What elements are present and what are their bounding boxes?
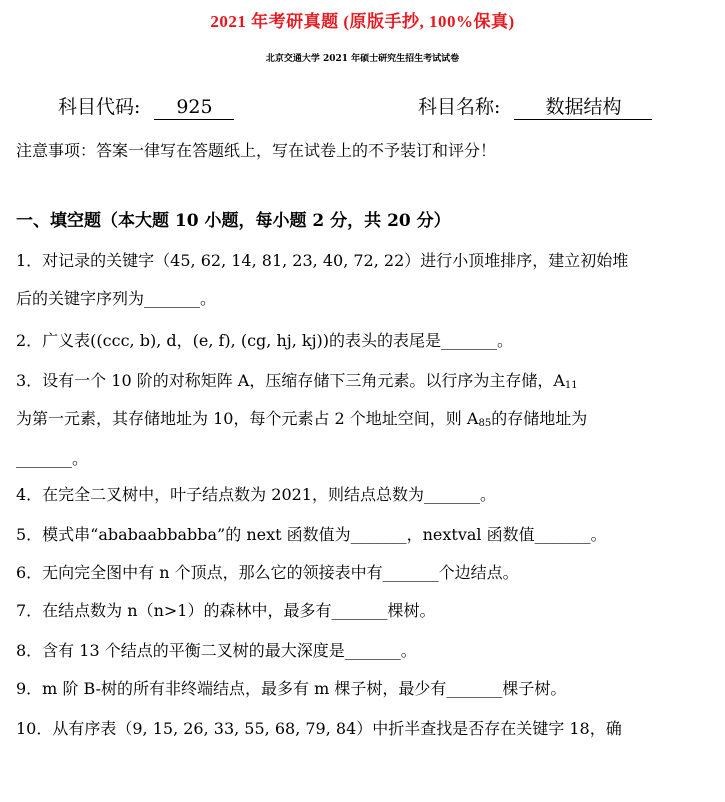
question-3-text-b: 的存储地址为 [491,409,588,428]
question-9: 9．m 阶 B-树的所有非终端结点，最多有 m 棵子树，最少有_______棵子树。 [16,679,567,698]
question-6: 6．无向完全图中有 n 个顶点，那么它的领接表中有_______个边结点。 [16,563,519,582]
subject-name [418,92,652,122]
exam-title: 北京交通大学 2021 年硕士研究生招生考试试卷 [265,54,460,64]
subscript-11: 11 [564,380,578,391]
question-1-line-2: 后的关键字序列为_______。 [16,289,217,308]
question-3-line-2 [16,404,587,434]
promo-banner: 2021 年考研真题 (原版手抄, 100%保真) [210,12,515,31]
subscript-85: 85 [478,418,492,429]
question-5: 5．模式串“ababaabbabba”的 next 函数值为_______，nextval 函数值_______。 [16,525,607,544]
question-1-line-1: 1．对记录的关键字（45, 62, 14, 81, 23, 40, 72, 22）进行小顶堆排序，建立初始堆 [16,251,629,270]
subject-code-value: 925 [154,95,234,120]
question-2: 2．广义表((ccc, b), d，(e, f), (cg, hj, kj))的表头的表尾是_______。 [16,331,514,350]
question-10-line-1: 10．从有序表（9, 15, 26, 33, 55, 68, 79, 84）中折半查找是否存在关键字 18，确 [16,719,622,738]
question-7: 7．在结点数为 n（n>1）的森林中，最多有_______棵树。 [16,601,436,620]
exam-notice: 注意事项：答案一律写在答题纸上，写在试卷上的不予装订和评分！ [16,141,497,160]
subject-code [58,92,234,122]
subject-name-value: 数据结构 [514,95,652,120]
question-3-text-a: 为第一元素，其存储地址为 10，每个元素占 2 个地址空间，则 A [16,409,479,428]
section-heading: 一、填空题（本大题 10 小题，每小题 2 分，共 20 分） [16,211,451,231]
question-3-line-1 [16,366,578,396]
subject-code-label: 科目代码: [58,96,141,118]
question-3-text: 3．设有一个 10 阶的对称矩阵 A，压缩存储下三角元素。以行序为主存储，A [16,371,565,390]
question-8: 8．含有 13 个结点的平衡二叉树的最大深度是_______。 [16,641,417,660]
question-3-line-3: _______。 [16,449,89,468]
subject-name-label: 科目名称: [418,96,501,118]
question-4: 4．在完全二叉树中，叶子结点数为 2021，则结点总数为_______。 [16,485,496,504]
